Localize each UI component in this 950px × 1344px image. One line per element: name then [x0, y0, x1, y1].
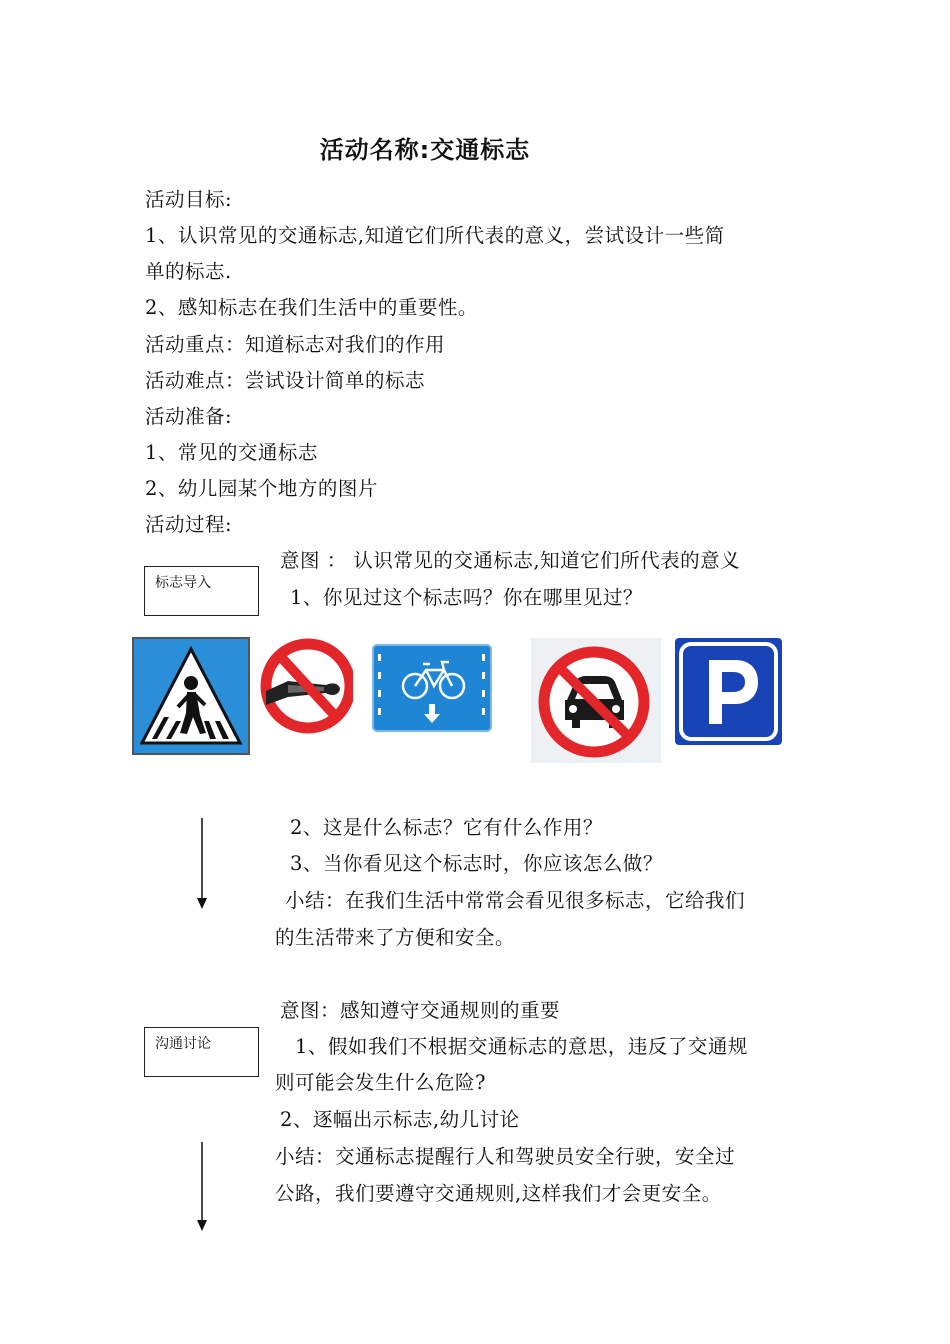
- goal-item-1-line-2: 单的标志.: [145, 260, 232, 283]
- flow-arrow-2: [194, 1142, 210, 1232]
- step1-question-2: 2、这是什么标志？它有什么作用？: [290, 816, 603, 839]
- step1-summary-line-1: 小结：在我们生活中常常会看见很多标志，它给我们: [285, 889, 746, 912]
- step1-question-1: 1、你见过这个标志吗？你在哪里见过？: [290, 586, 643, 609]
- step1-question-3: 3、当你看见这个标志时，你应该怎么做？: [290, 852, 663, 875]
- step2-question-1-line-2: 则可能会发生什么危险?: [275, 1071, 486, 1094]
- key-point: 活动重点：知道标志对我们的作用: [145, 333, 446, 356]
- step2-summary-line-2: 公路，我们要遵守交通规则,这样我们才会更安全。: [275, 1182, 722, 1205]
- step2-intent: 意图：感知遵守交通规则的重要: [280, 999, 561, 1022]
- goal-item-1-line-1: 1、认识常见的交通标志,知道它们所代表的意义，尝试设计一些简: [145, 224, 725, 247]
- step2-summary-line-1: 小结：交通标志提醒行人和驾驶员安全行驶，安全过: [275, 1145, 736, 1168]
- step2-question-1-line-1: 1、假如我们不根据交通标志的意思，违反了交通规: [295, 1035, 748, 1058]
- pedestrian-crossing-sign-icon: [132, 637, 250, 755]
- step-box-discussion: 沟通讨论: [144, 1027, 259, 1077]
- prep-item-1: 1、常见的交通标志: [145, 441, 318, 464]
- step1-intent: 意图 ： 认识常见的交通标志,知道它们所代表的意义: [280, 549, 741, 572]
- difficulty: 活动难点：尝试设计简单的标志: [145, 369, 426, 392]
- goal-item-2: 2、感知标志在我们生活中的重要性。: [145, 296, 478, 319]
- page-title: 活动名称:交通标志: [319, 136, 531, 164]
- step1-summary-line-2: 的生活带来了方便和安全。: [275, 926, 516, 949]
- step-box-sign-intro: 标志导入: [144, 566, 259, 616]
- bicycle-lane-sign-icon: [372, 644, 492, 732]
- process-label: 活动过程:: [145, 513, 233, 536]
- parking-sign-icon: [675, 638, 782, 745]
- goals-label: 活动目标:: [145, 188, 233, 211]
- step2-question-2: 2、逐幅出示标志,幼儿讨论: [280, 1108, 520, 1131]
- no-motor-vehicles-sign-icon: [531, 638, 661, 763]
- no-honking-sign-icon: [258, 633, 353, 739]
- prep-item-2: 2、幼儿园某个地方的图片: [145, 477, 378, 500]
- prep-label: 活动准备:: [145, 405, 233, 428]
- flow-arrow-1: [194, 818, 210, 910]
